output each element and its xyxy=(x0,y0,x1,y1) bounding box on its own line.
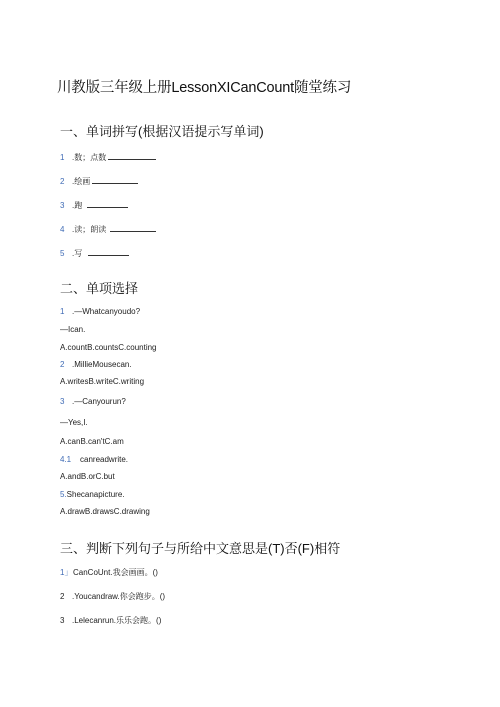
spelling-item-4 xyxy=(60,223,156,235)
item-number: 3 xyxy=(60,616,65,625)
question-stem: .—Canyourun? xyxy=(72,397,126,406)
spelling-item-3 xyxy=(60,199,128,211)
question-number: 3 xyxy=(60,397,65,406)
spelling-item-5 xyxy=(60,247,129,259)
judge-item-2 xyxy=(60,591,165,602)
answer-blank[interactable] xyxy=(87,199,128,208)
choice-question-2 xyxy=(60,360,132,369)
choice-question-1 xyxy=(60,307,140,316)
question-number: 4.1 xyxy=(60,455,72,464)
judge-item-1 xyxy=(60,567,158,578)
spelling-item-1 xyxy=(60,151,156,163)
item-sentence: CanCoUnt.我会画画。() xyxy=(73,568,158,577)
item-number: 1 xyxy=(60,153,65,162)
question-stem: .MillieMousecan. xyxy=(72,360,132,369)
question-number: 1 xyxy=(60,307,65,316)
question-stem: Shecanapicture. xyxy=(66,490,125,499)
page-title: 川教版三年级上册LessonXICanCount随堂练习 xyxy=(57,80,352,96)
item-hint: .写 xyxy=(72,249,83,258)
answer-blank[interactable] xyxy=(108,151,156,160)
section-one-heading: 一、单词拼写(根据汉语提示写单词) xyxy=(60,124,264,139)
answer-blank[interactable] xyxy=(92,175,138,184)
item-hint: .数；点数 xyxy=(72,153,107,162)
item-sentence: .Youcandraw.你会跑步。() xyxy=(72,592,166,601)
item-number: 5 xyxy=(60,249,65,258)
item-sentence: .Lelecanrun.乐乐会跑。() xyxy=(72,616,162,625)
question-3-reply: —Yes,I. xyxy=(60,418,88,427)
item-hint: .绘画 xyxy=(72,177,91,186)
question-5-options: A.drawB.drawsC.drawing xyxy=(60,507,150,516)
choice-question-5 xyxy=(60,490,125,499)
section-three-heading: 三、判断下列句子与所给中文意思是(T)否(F)相符 xyxy=(60,541,341,556)
question-stem: .—Whatcanyoudo? xyxy=(72,307,141,316)
item-number: 3 xyxy=(60,201,65,210)
judge-item-3 xyxy=(60,615,161,626)
item-number: 4 xyxy=(60,225,65,234)
answer-blank[interactable] xyxy=(88,247,129,256)
spelling-item-2 xyxy=(60,175,138,187)
question-number: 2 xyxy=(60,360,65,369)
item-number: 1」 xyxy=(60,568,73,577)
question-2-options: A.writesB.writeC.writing xyxy=(60,377,145,386)
answer-blank[interactable] xyxy=(110,223,156,232)
question-4-options: A.andB.orC.but xyxy=(60,472,115,481)
item-hint: .跑 xyxy=(72,201,83,210)
choice-question-4 xyxy=(60,455,128,464)
item-number: 2 xyxy=(60,592,65,601)
question-number: 5. xyxy=(60,490,67,499)
question-stem: canreadwrite. xyxy=(80,455,129,464)
section-two-heading: 二、单项选择 xyxy=(60,281,139,296)
question-1-options: A.countB.countsC.counting xyxy=(60,343,157,352)
choice-question-3 xyxy=(60,397,126,406)
question-1-reply: —Ican. xyxy=(60,325,86,334)
question-3-options: A.canB.can'tC.am xyxy=(60,437,124,446)
item-hint: .读；朗读 xyxy=(72,225,107,234)
item-number: 2 xyxy=(60,177,65,186)
